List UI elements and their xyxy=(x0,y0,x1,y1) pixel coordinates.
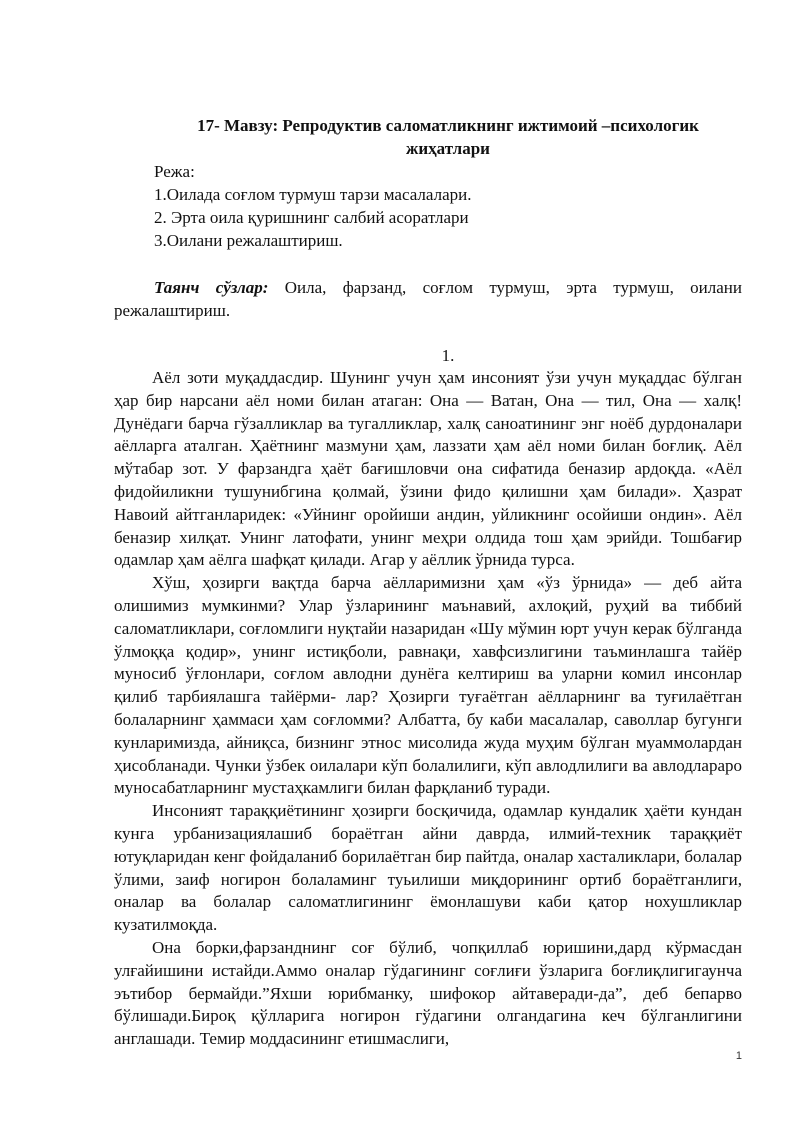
document-title: 17- Мавзу: Репродуктив саломатликнинг ижтимоий –психологик жиҳатлари xyxy=(197,116,699,158)
body-paragraph-3: Инсоният тараққиётининг ҳозирги босқичида, одамлар кундалик ҳаёти кундан кунга урбанизациялашиб бораётган айни даврда, илмий-техник тараққиёт ютуқларидан кенг фойдаланиб борилаётган бир пайтда, оналар хасталиклари, болалар ўлими, заиф ногирон болаламинг туьилиши миқдорининг ортиб бораётганлиги, оналар ва болалар саломатлигининг ёмонлашуви каби қатор нохушликлар кузатилмоқда. xyxy=(114,801,742,935)
body-paragraph-1: Аёл зоти муқаддасдир. Шунинг учун ҳам инсоният ўзи учун муқаддас бўлган ҳар бир нарсани аёл номи билан атаган: Она — Ватан, Она — тил, Она — халқ! Дунёдаги барча гўзалликлар ва тугалликлар, халқ саноатининг энг ноёб дурдоналари аёлларга аталган. Ҳаётнинг мазмуни ҳам, лаззати ҳам аёл номи билан боғлиқ. Аёл мўтабар зот. У фарзандга ҳаёт бағишловчи она сифатида беназир ардоқда. «Аёл фидойиликни тушунибгина қолмай, ўзини фидо қилишни ҳам билади». Ҳазрат Навоий айтганларидек: «Уйнинг оройиши андин, уйликнинг осойиши ондин». Аёл беназир хилқат. Унинг латофати, унинг меҳри олдида тош ҳам эрийди. Тошбағир одамлар ҳам аёлга шафқат қилади. Агар у аёллик ўрнида турса. xyxy=(114,368,742,570)
keywords-text: Оила, фарзанд, соғлом турмуш, эрта турмуш, оилани режалаштириш. xyxy=(114,278,742,320)
body-paragraph-2: Хўш, ҳозирги вақтда барча аёлларимизни ҳам «ўз ўрнида» — деб айта олишимиз мумкинми? Улар ўзларининг маънавий, ахлоқий, руҳий ва тиббий саломатликлари, соғломлиги нуқтайи назаридан «Шу мўмин юрт учун керак бўлганда ўлмоққа қодир», унинг истиқболи, равнақи, хавфсизлигини таъминлашга тайёр муносиб ўғлонлари, соғлом авлодни дунёга келтириш ва уларни комил инсонлар қилиб тарбиялашга тайёрми- лар? Ҳозирги туғаётган аёлларнинг ва туғилаётган болаларнинг ҳаммаси ҳам соғломми? Албатта, бу каби масалалар, саволлар бугунги кунларимизда, айниқса, бизнинг этнос мисолида жуда муҳим бўлган муаммолардан ҳисобланади. Чунки ўзбек оилалари кўп болалилиги, кўп авлодлилиги ва авлодлараро муносабатларнинг мустаҳкамлиги билан фарқланиб туради. xyxy=(114,573,742,798)
document-content xyxy=(114,114,742,1051)
plan-item-2: 2. Эрта оила қуришнинг салбий асоратлари xyxy=(154,208,469,227)
plan-item-1: 1.Оилада соғлом турмуш тарзи масалалари. xyxy=(154,185,472,204)
section-number: 1. xyxy=(441,346,455,365)
keywords-paragraph xyxy=(114,276,742,322)
keywords-label: Таянч сўзлар: xyxy=(154,278,269,297)
page-number: 1 xyxy=(735,1050,742,1062)
plan-block xyxy=(114,160,742,252)
plan-item-3: 3.Оилани режалаштириш. xyxy=(154,231,343,250)
body-paragraph-4: Она борки,фарзанднинг соғ бўлиб, чопқиллаб юришини,дард кўрмасдан улғайишини истайди.Аммо оналар гўдагининг соғлиғи ўзларига боғлиқлигигаунча эътибор бермайди.”Яхши юрибманку, шифокор айтаверади-да”, деб бепарво бўлишади.Бироқ қўлларига ногирон гўдагини олгандагина кеч бўлганлигини англашади. Темир моддасининг етишмаслиги, xyxy=(114,937,742,1049)
plan-label: Режа: xyxy=(154,162,195,181)
